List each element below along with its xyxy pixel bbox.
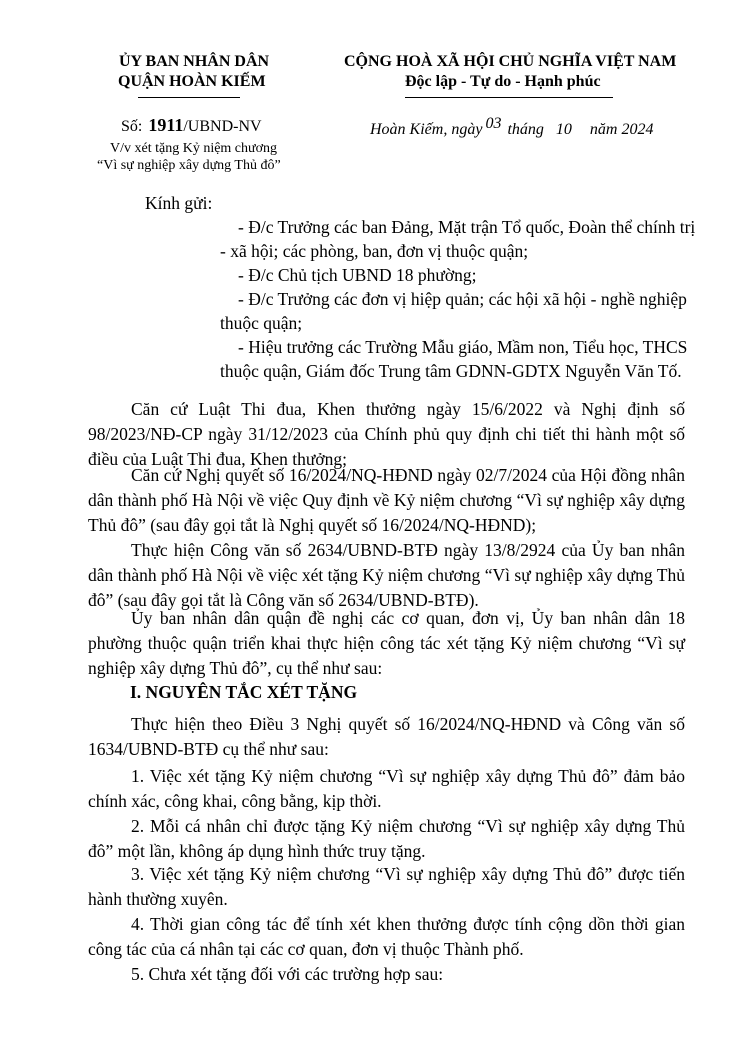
subject-line-1: V/v xét tặng Kỷ niệm chương xyxy=(110,141,278,156)
agency-underline xyxy=(138,97,240,98)
date-year-label: năm xyxy=(589,121,618,138)
principle-item-2: 2. Mỗi cá nhân chỉ được tặng Kỷ niệm chương “Vì sự nghiệp xây dựng Thủ đô” một lần, không áp dụng hình thức truy tặng. xyxy=(88,816,685,861)
date-year: 2024 xyxy=(621,121,654,138)
section-1-title: I. NGUYÊN TẮC XÉT TẶNG xyxy=(130,682,358,702)
paragraph-legal-basis-1: Căn cứ Luật Thi đua, Khen thưởng ngày 15/6/2022 và Nghị định số 98/2023/NĐ-CP ngày 31/12/2023 của Chính phủ quy định chi tiết thi hành một số điều của Luật Thi đua, Khen thưởng; xyxy=(88,399,685,469)
nation-motto: Độc lập - Tự do - Hạnh phúc xyxy=(405,73,601,90)
paragraph-principles-intro: Thực hiện theo Điều 3 Nghị quyết số 16/2024/NQ-HĐND và Công văn số 1634/UBND-BTĐ cụ thể như sau: xyxy=(88,714,685,759)
paragraph-legal-basis-2: Căn cứ Nghị quyết số 16/2024/NQ-HĐND ngày 02/7/2024 của Hội đồng nhân dân thành phố Hà Nội về việc Quy định về Kỷ niệm chương “Vì sự nghiệp xây dựng Thủ đô” (sau đây gọi tắt là Nghị quyết số 16/2024/NQ-HĐND); xyxy=(88,465,685,535)
salutation: Kính gửi: xyxy=(145,193,213,213)
principle-item-4: 4. Thời gian công tác để tính xét khen thưởng được tính cộng dồn thời gian công tác của cá nhân tại các cơ quan, đơn vị thuộc Thành phố. xyxy=(88,914,685,959)
date-month: 10 xyxy=(555,121,572,138)
recipient-line: - Đ/c Trưởng các ban Đảng, Mặt trận Tổ quốc, Đoàn thể chính trị xyxy=(238,217,696,237)
motto-underline xyxy=(405,97,613,98)
date-month-label: tháng xyxy=(507,121,544,138)
principle-item-1: 1. Việc xét tặng Kỷ niệm chương “Vì sự nghiệp xây dựng Thủ đô” đảm bảo chính xác, công khai, công bằng, kịp thời. xyxy=(88,766,685,811)
recipient-line: - xã hội; các phòng, ban, đơn vị thuộc quận; xyxy=(220,241,529,261)
number-value: 1911 xyxy=(148,115,184,135)
date-line xyxy=(370,115,654,139)
agency-line-1: ỦY BAN NHÂN DÂN xyxy=(119,53,270,70)
number-prefix: Số: xyxy=(121,118,143,135)
recipient-line: thuộc quận, Giám đốc Trung tâm GDNN-GDTX Nguyễn Văn Tố. xyxy=(220,361,682,381)
principle-item-5: 5. Chưa xét tặng đối với các trường hợp sau: xyxy=(131,964,444,984)
nation-line-1: CỘNG HOÀ XÃ HỘI CHỦ NGHĨA VIỆT NAM xyxy=(344,53,677,70)
recipient-line: - Hiệu trưởng các Trường Mẫu giáo, Mầm non, Tiểu học, THCS xyxy=(238,337,688,357)
recipient-line: thuộc quận; xyxy=(220,313,303,333)
date-place: Hoàn Kiếm, ngày xyxy=(370,121,483,138)
agency-line-2: QUẬN HOÀN KIẾM xyxy=(118,73,266,90)
recipient-line: - Đ/c Chủ tịch UBND 18 phường; xyxy=(238,265,477,285)
subject-line-2: “Vì sự nghiệp xây dựng Thủ đô” xyxy=(97,158,281,173)
paragraph-implementation: Thực hiện Công văn số 2634/UBND-BTĐ ngày 13/8/2924 của Ủy ban nhân dân thành phố Hà Nội về việc xét tặng Kỷ niệm chương “Vì sự nghiệp xây dựng Thủ đô” (sau đây gọi tắt là Công văn số 2634/UBND-BTĐ). xyxy=(88,540,685,610)
paragraph-request: Ủy ban nhân dân quận đề nghị các cơ quan, đơn vị, Ủy ban nhân dân 18 phường thuộc quận triển khai thực hiện công tác xét tặng Kỷ niệm chương “Vì sự nghiệp xây dựng Thủ đô”, cụ thể như sau: xyxy=(88,608,685,678)
recipient-line: - Đ/c Trưởng các đơn vị hiệp quản; các hội xã hội - nghề nghiệp xyxy=(238,289,687,309)
document-number xyxy=(121,115,262,136)
number-suffix: /UBND-NV xyxy=(183,118,262,135)
principle-item-3: 3. Việc xét tặng Kỷ niệm chương “Vì sự nghiệp xây dựng Thủ đô” được tiến hành thường xuyên. xyxy=(88,864,685,909)
date-day: 03 xyxy=(485,115,502,132)
